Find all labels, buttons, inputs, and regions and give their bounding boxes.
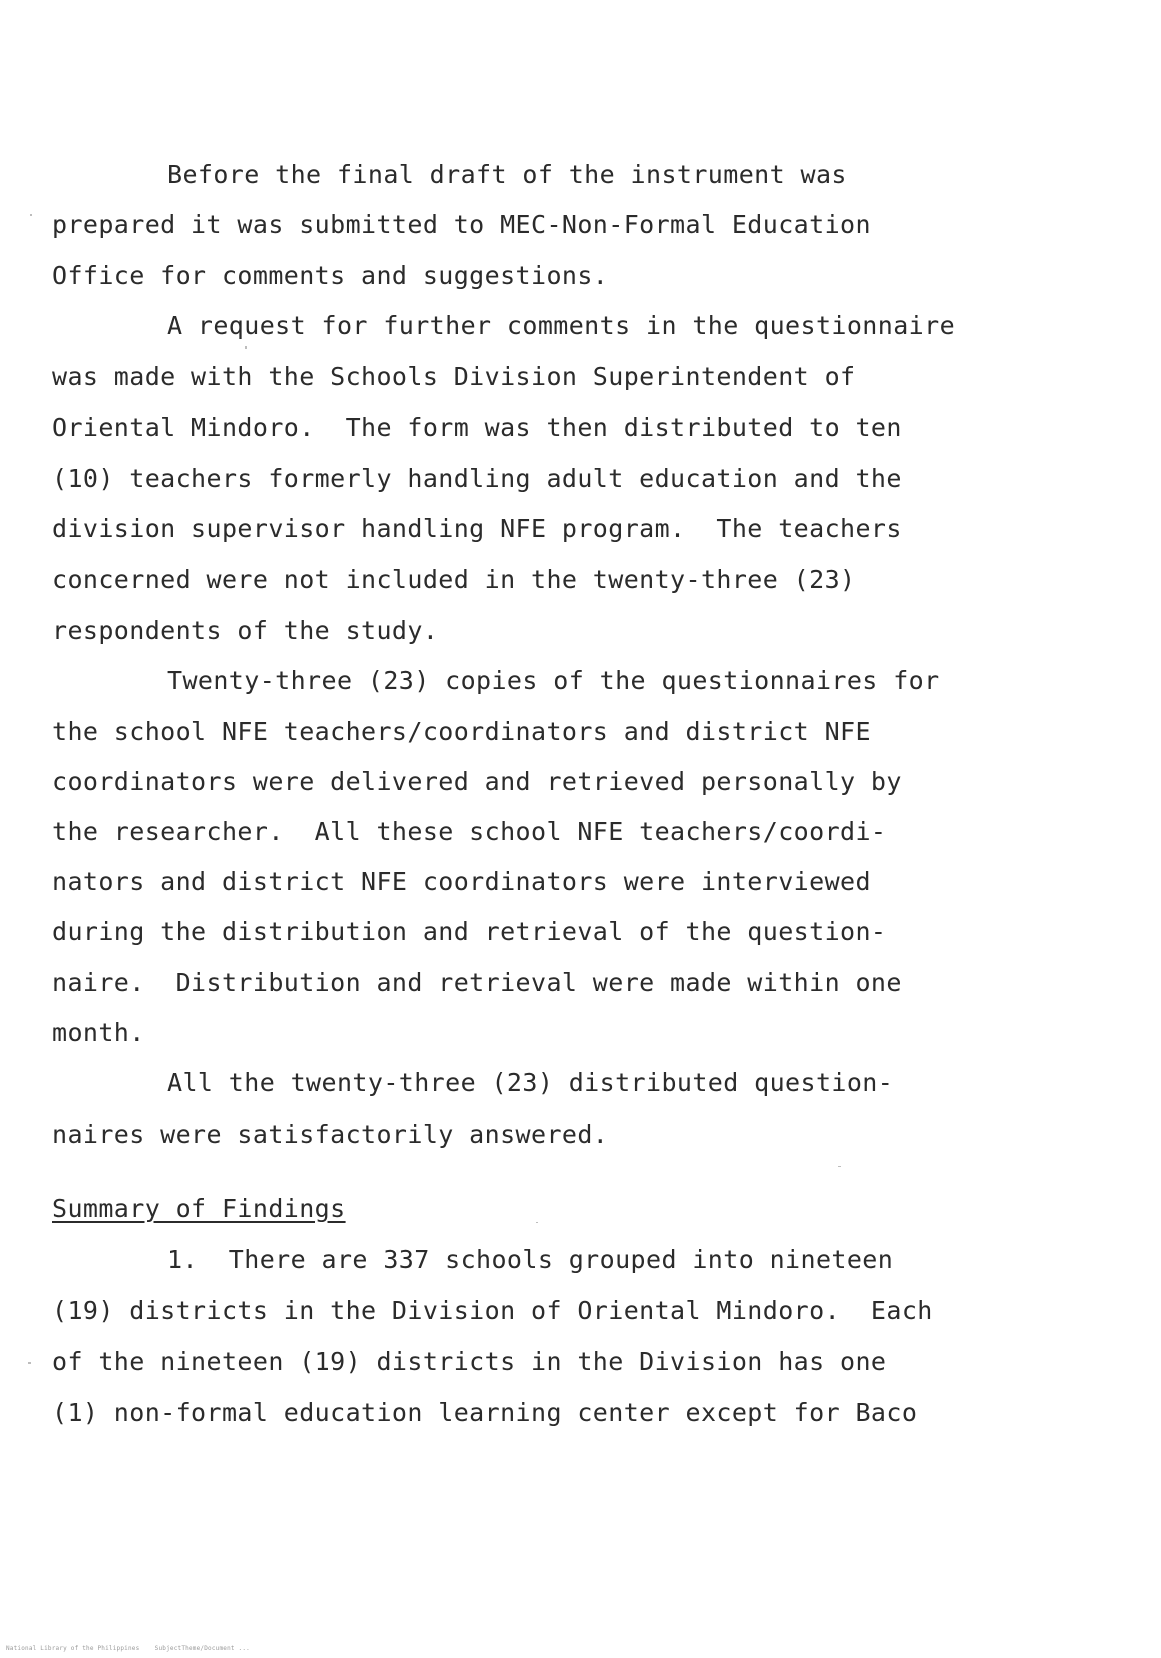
scan-speck (28, 1362, 31, 1364)
finding-1-line-4: (1) non-formal education learning center except for Baco (52, 1398, 918, 1427)
paragraph-1-line-1: Before the final draft of the instrument was (167, 160, 847, 189)
paragraph-1-line-2: prepared it was submitted to MEC-Non-Formal Education (52, 210, 871, 239)
scan-footer-text: National Library of the Philippines SubjectTheme/Document ... (6, 1645, 250, 1652)
paragraph-3-line-7: naire. Distribution and retrieval were made within one (52, 968, 902, 997)
finding-1-line-2: (19) districts in the Division of Oriental Mindoro. Each (52, 1296, 933, 1325)
finding-1-line-3: of the nineteen (19) districts in the Division has one (52, 1347, 887, 1376)
paragraph-3-line-4: the researcher. All these school NFE teachers/coordi- (52, 817, 887, 846)
paragraph-2-line-2: was made with the Schools Division Superintendent of (52, 362, 856, 391)
paragraph-1-line-3: Office for comments and suggestions. (52, 261, 609, 290)
scan-speck (536, 1222, 538, 1223)
paragraph-2-line-1: A request for further comments in the questionnaire (167, 311, 956, 340)
scan-speck (30, 214, 32, 216)
paragraph-3-line-6: during the distribution and retrieval of the question- (52, 917, 887, 946)
scan-speck (838, 1166, 841, 1167)
paragraph-2-line-5: division supervisor handling NFE program. The teachers (52, 514, 902, 543)
paragraph-2-line-7: respondents of the study. (52, 616, 439, 645)
paragraph-4-line-2: naires were satisfactorily answered. (52, 1120, 609, 1149)
scan-speck (245, 346, 247, 349)
paragraph-3-line-8: month. (52, 1018, 145, 1047)
paragraph-2-line-3: Oriental Mindoro. The form was then distributed to ten (52, 413, 902, 442)
paragraph-2-line-6: concerned were not included in the twenty-three (23) (52, 565, 856, 594)
section-heading: Summary of Findings (52, 1194, 346, 1223)
paragraph-3-line-1: Twenty-three (23) copies of the questionnaires for (167, 666, 940, 695)
finding-1-line-1: 1. There are 337 schools grouped into nineteen (167, 1245, 894, 1274)
paragraph-2-line-4: (10) teachers formerly handling adult education and the (52, 464, 902, 493)
paragraph-3-line-2: the school NFE teachers/coordinators and district NFE (52, 717, 871, 746)
paragraph-3-line-5: nators and district NFE coordinators were interviewed (52, 867, 871, 896)
paragraph-4-line-1: All the twenty-three (23) distributed question- (167, 1068, 894, 1097)
paragraph-3-line-3: coordinators were delivered and retrieved personally by (52, 767, 902, 796)
